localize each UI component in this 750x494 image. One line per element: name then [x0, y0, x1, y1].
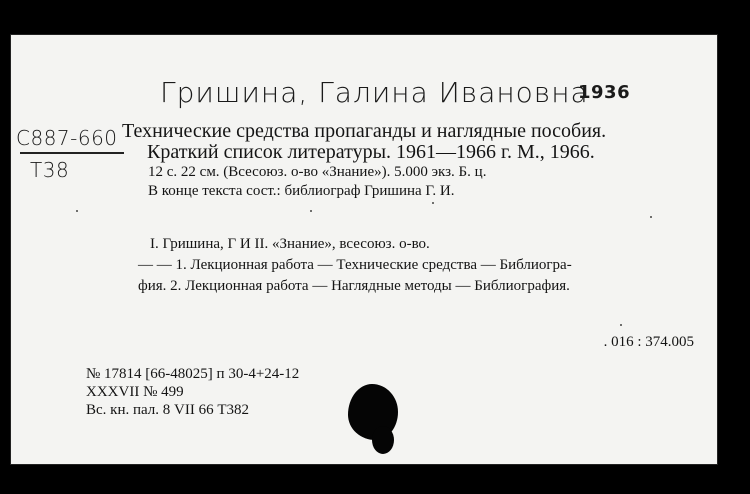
speck [310, 210, 312, 212]
call-number-divider [20, 152, 124, 154]
registration-line-1: № 17814 [66-48025] п 30-4+24-12 [86, 366, 300, 382]
title-line-1: Технические средства пропаганды и наглядные пособия. [122, 120, 607, 142]
handwritten-birth-year: 1936 [578, 82, 631, 103]
call-number-top: C887-660 [16, 126, 118, 150]
compiler-note: В конце текста сост.: библиограф Гришина Г. И. [148, 183, 455, 199]
ink-blot-drip [372, 426, 394, 454]
tracing-line-3: фия. 2. Лекционная работа — Наглядные методы — Библиография. [138, 278, 570, 294]
speck [620, 324, 622, 326]
registration-line-3: Вс. кн. пал. 8 VII 66 Т382 [86, 402, 250, 418]
udc-number: . 016 : 374.005 [603, 334, 694, 350]
handwritten-author-name: Гришина, Галина Ивановна [160, 76, 589, 109]
speck [76, 210, 78, 212]
collation: 12 с. 22 см. (Всесоюз. о-во «Знание»). 5.000 экз. Б. ц. [148, 164, 487, 180]
registration-line-2: XXXVII № 499 [86, 384, 184, 400]
call-number-bottom: T38 [30, 158, 70, 182]
tracing-line-1: I. Гришина, Г И II. «Знание», всесоюз. о-во. [150, 236, 430, 252]
speck [432, 202, 434, 204]
catalog-card [10, 34, 718, 465]
title-line-2: Краткий список литературы. 1961—1966 г. М., 1966. [147, 141, 595, 163]
tracing-line-2: — — 1. Лекционная работа — Технические средства — Библиогра- [138, 257, 572, 273]
speck [650, 216, 652, 218]
